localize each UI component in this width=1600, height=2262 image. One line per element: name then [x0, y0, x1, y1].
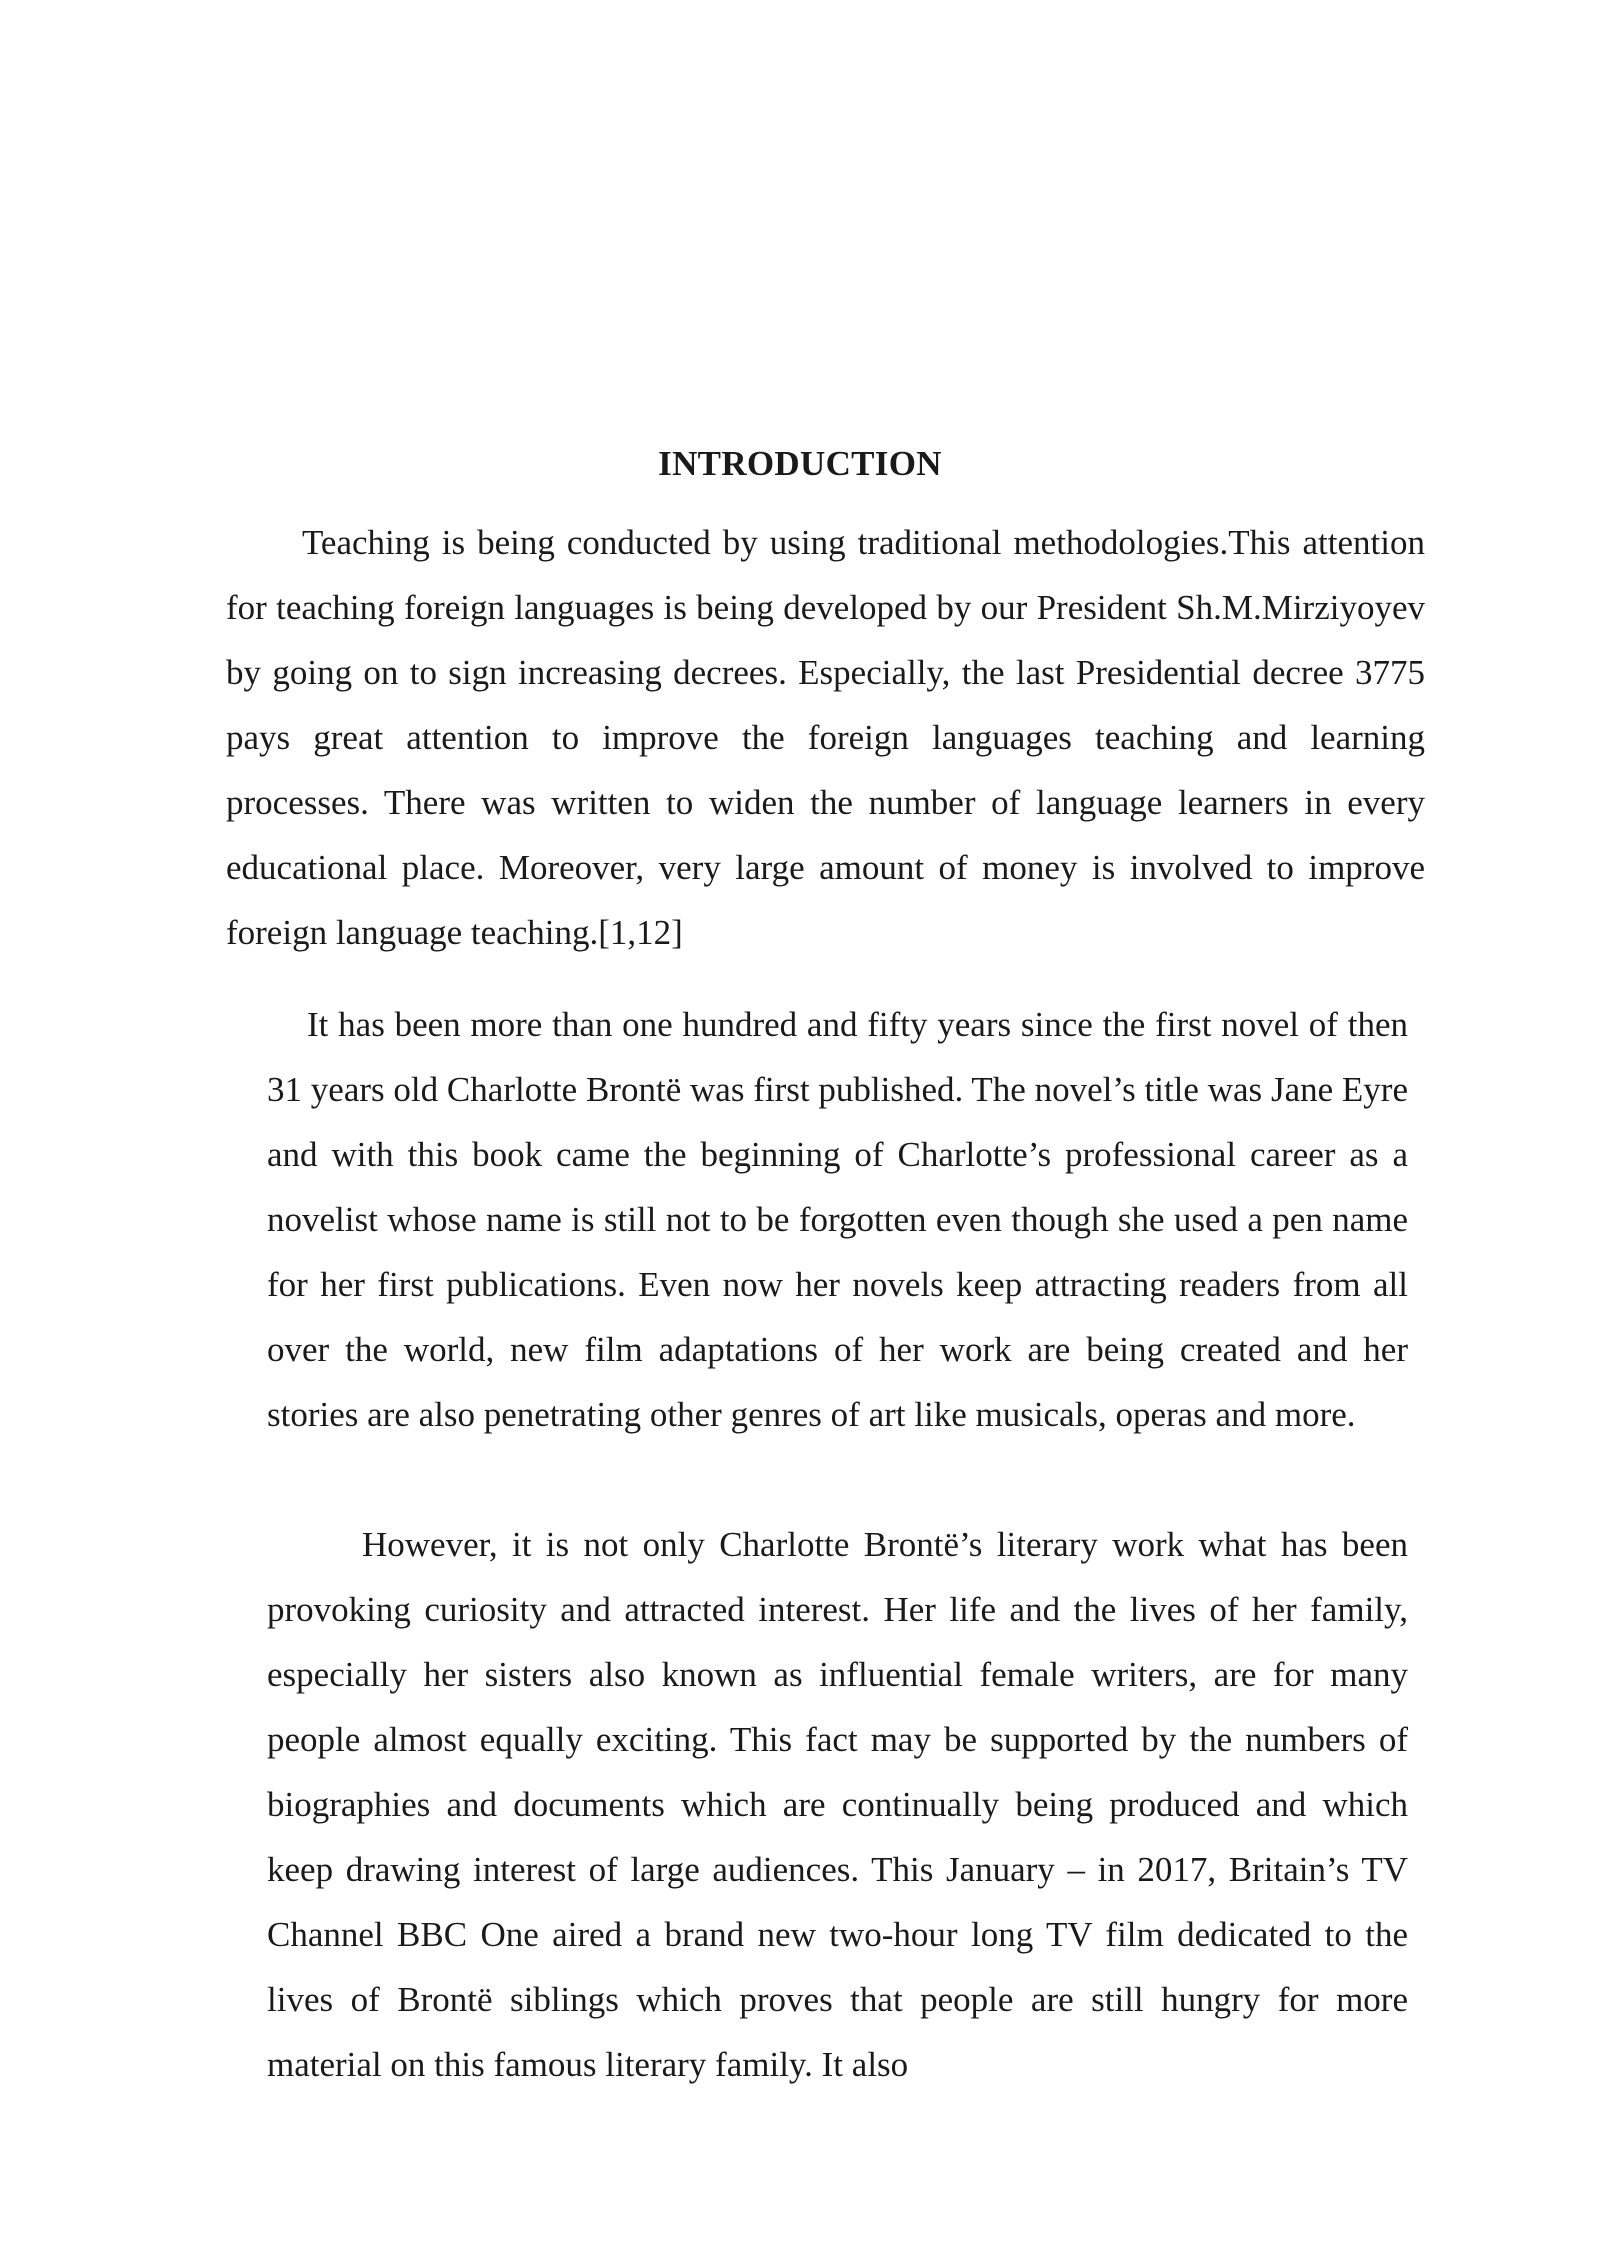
- paragraph-bronte-novel: It has been more than one hundred and fifty years since the first novel of then 31 years old Charlotte Brontë was first published. The novel’s title was Jane Eyre and with this book came the beginning of Charlotte’s professional career as a novelist whose name is still not to be forgotten even though she used a pen name for her first publications. Even now her novels keep attracting readers from all over the world, new film adaptations of her work are being created and her stories are also penetrating other genres of art like musicals, operas and more.: [267, 1005, 1408, 1434]
- paragraph-teaching: Teaching is being conducted by using traditional methodologies.This attention for teaching foreign languages is being developed by our President Sh.M.Mirziyoyev by going on to sign increasing decrees. Especially, the last Presidential decree 3775 pays great attention to improve the foreign languages teaching and learning processes. There was written to widen the number of language learners in every educational place. Moreover, very large amount of money is involved to improve foreign language teaching.[1,12]: [226, 523, 1425, 952]
- page-title: INTRODUCTION: [658, 444, 942, 483]
- paragraph-bronte-life: However, it is not only Charlotte Brontë’s literary work what has been provoking curiosity and attracted interest. Her life and the lives of her family, especially her sisters also known as influential female writers, are for many people almost equally exciting. This fact may be supported by the numbers of biographies and documents which are continually being produced and which keep drawing interest of large audiences. This January – in 2017, Britain’s TV Channel BBC One aired a brand new two-hour long TV film dedicated to the lives of Brontë siblings which proves that people are still hungry for more material on this famous literary family. It also: [267, 1525, 1408, 2084]
